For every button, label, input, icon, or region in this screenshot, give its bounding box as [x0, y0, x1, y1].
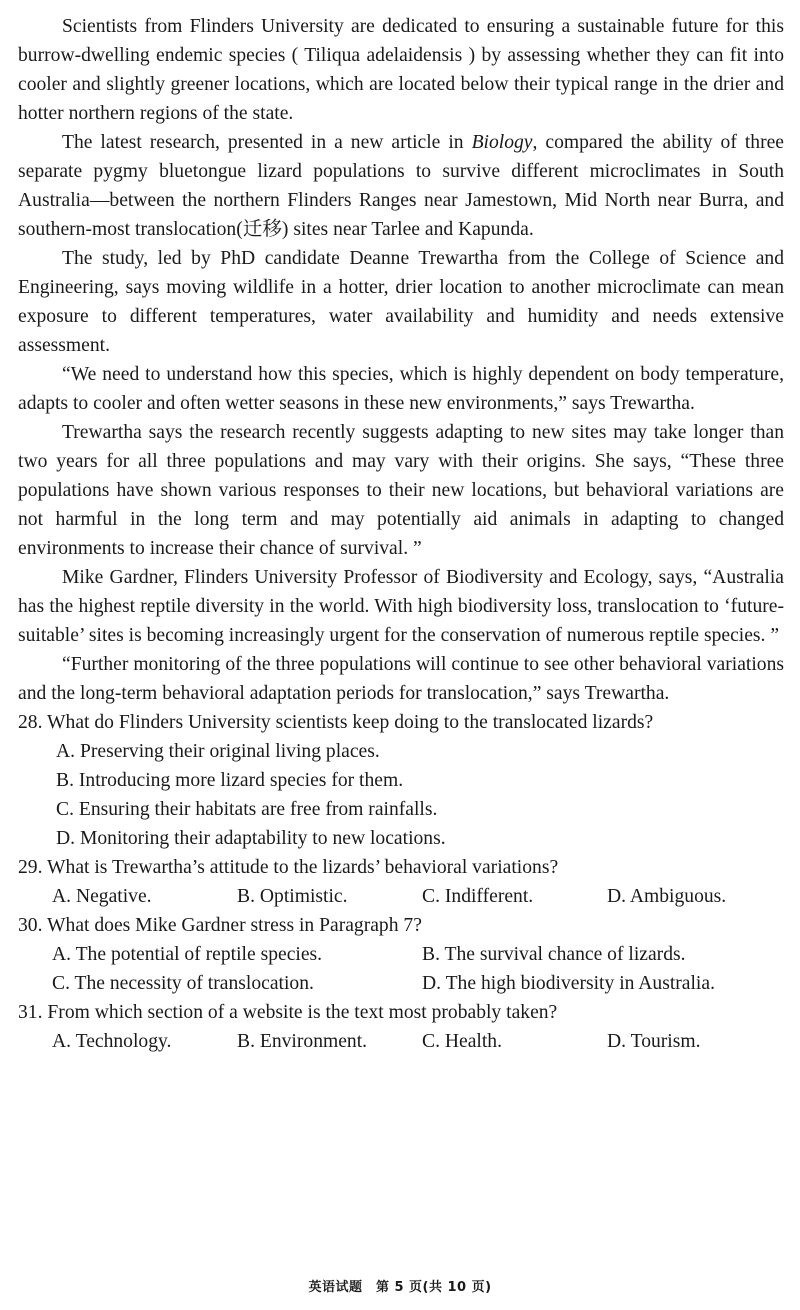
option-b: B. Environment. [237, 1031, 368, 1052]
option-d: D. The high biodiversity in Australia. [422, 973, 715, 994]
question-28 [18, 708, 784, 853]
option-a: A. Technology. [52, 1031, 172, 1052]
passage-paragraph-2 [18, 128, 784, 244]
option-c: C. The necessity of translocation. [52, 973, 314, 994]
option-list [18, 882, 784, 911]
option-d: D. Monitoring their adaptability to new locations. [56, 828, 446, 849]
question-30 [18, 911, 784, 998]
journal-name: Biology [471, 132, 533, 153]
option-c: C. Indifferent. [422, 886, 534, 907]
option-c: C. Health. [422, 1031, 502, 1052]
option-a: A. Preserving their original living places. [56, 741, 380, 762]
question-stem: 31. From which section of a website is the text most probably taken? [18, 1002, 558, 1023]
passage-paragraph-6: Mike Gardner, Flinders University Professor of Biodiversity and Ecology, says, “Australia has the highest reptile diversity in the world. With high biodiversity loss, translocation to ‘future-suitable’ sites is becoming increasingly urgent for the conservation of numerous reptile species. ” [18, 567, 784, 646]
page-footer: 英语试题 第 5 页(共 10 页) [308, 1280, 492, 1295]
option-b: B. The survival chance of lizards. [422, 944, 686, 965]
passage-paragraph-7: “Further monitoring of the three populations will continue to see other behavioral variations and the long-term behavioral adaptation periods for translocation,” says Trewartha. [18, 654, 784, 704]
passage-paragraph-5: Trewartha says the research recently suggests adapting to new sites may take longer than two years for all three populations and may vary with their origins. She says, “These three populations have shown various responses to their new locations, but behavioral variations are not harmful in the long term and may potentially aid animals in adapting to changed environments to increase their chance of survival. ” [18, 422, 784, 559]
option-list [18, 940, 784, 969]
paragraph-2-text-start: The latest research, presented in a new article in [62, 132, 472, 153]
passage-paragraph-1: Scientists from Flinders University are dedicated to ensuring a sustainable future for this burrow-dwelling endemic species ( Tiliqua adelaidensis ) by assessing whether they can fit into cooler and slightly greener locations, which are located below their typical range in the drier and hotter northern regions of the state. [18, 16, 784, 124]
option-list [18, 737, 784, 853]
question-stem: 30. What does Mike Gardner stress in Paragraph 7? [18, 915, 422, 936]
option-a: A. The potential of reptile species. [52, 944, 323, 965]
option-c: C. Ensuring their habitats are free from rainfalls. [56, 799, 438, 820]
exam-page [18, 12, 784, 1056]
option-list [18, 1027, 784, 1056]
question-stem: 28. What do Flinders University scientists keep doing to the translocated lizards? [18, 712, 654, 733]
option-b: B. Introducing more lizard species for them. [56, 770, 404, 791]
question-29 [18, 853, 784, 911]
question-31 [18, 998, 784, 1056]
option-b: B. Optimistic. [237, 886, 348, 907]
option-a: A. Negative. [52, 886, 152, 907]
option-list [18, 969, 784, 998]
option-d: D. Ambiguous. [607, 886, 727, 907]
question-stem: 29. What is Trewartha’s attitude to the lizards’ behavioral variations? [18, 857, 559, 878]
passage-paragraph-4: “We need to understand how this species, which is highly dependent on body temperature, adapts to cooler and often wetter seasons in these new environments,” says Trewartha. [18, 364, 784, 414]
passage-paragraph-3: The study, led by PhD candidate Deanne Trewartha from the College of Science and Engineering, says moving wildlife in a hotter, drier location to another microclimate can mean exposure to different temperatures, water availability and humidity and needs extensive assessment. [18, 248, 784, 356]
option-d: D. Tourism. [607, 1031, 701, 1052]
paragraph-2-text-end: , compared the ability of three separate pygmy bluetongue lizard populations to survive different microclimates in South Australia—between the northern Flinders Ranges near Jamestown, Mid North near Burra, and southern-most translocation(迁移) sites near Tarlee and Kapunda. [18, 132, 784, 240]
